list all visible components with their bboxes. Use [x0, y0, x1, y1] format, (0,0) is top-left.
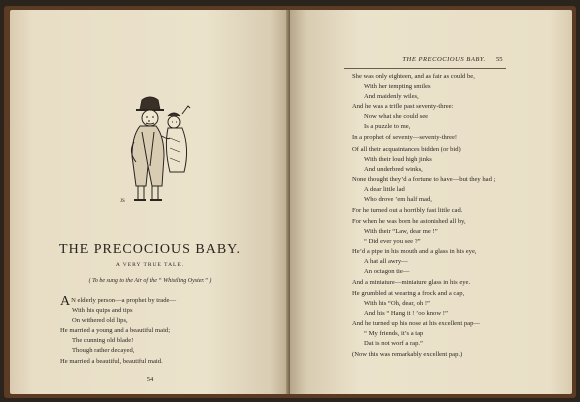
verse-line: With their loud high jinks [364, 156, 432, 164]
opening-stanza [60, 296, 176, 367]
verse-line: The cunning old blade! [72, 337, 134, 345]
poem-subtitle: A VERY TRUE TALE. [115, 262, 185, 268]
verse-line: “ Did ever you see ?” [364, 238, 421, 246]
verse-line: An octagon tie— [364, 268, 410, 276]
verse-line: Though rather decayed, [72, 347, 135, 355]
verse-line: He’d a pipe in his mouth and a glass in his eye, [352, 248, 477, 256]
running-head: THE PRECOCIOUS BABY. [402, 56, 486, 63]
drop-cap: A [60, 294, 71, 309]
verse-line: On withered old lips, [72, 317, 128, 325]
verse-line: He grumbled at wearing a frock and a cap, [352, 290, 465, 297]
verse-line: Dat is not worf a rap.” [364, 340, 423, 348]
verse-line: She was only eighteen, and as fair as could be, [352, 73, 475, 80]
first-line: A N elderly person—a prophet by trade— [60, 294, 177, 309]
verse-line: A dear little lad [364, 186, 405, 194]
stanza [352, 72, 475, 143]
verse-line: Is a puzzle to me, [364, 123, 411, 131]
verse-line: And he was a trifle past seventy-three: [352, 103, 454, 111]
header-rule [344, 68, 506, 69]
verse-line: (Now this was remarkably excellent pap.) [352, 350, 463, 358]
svg-text:JS: JS [120, 199, 125, 204]
tune-note: ( To be sung to the Air of the “ Whistling Oyster.” ) [88, 278, 212, 284]
verse-line: “ My friends, it’s a tap [364, 330, 424, 338]
left-page [10, 10, 290, 394]
old-man-holding-baby-illustration [112, 92, 202, 212]
verse-line: For when he was born he astonished all by, [352, 218, 466, 225]
verse-line: None thought they’d a fortune to have—but they had ; [352, 176, 496, 184]
verse-line: For he turned out a horribly fast little cad. [352, 206, 463, 214]
poem-title: THE PRECOCIOUS BABY. [59, 242, 241, 257]
page-number-left: 54 [146, 376, 154, 383]
right-page [290, 10, 572, 394]
verse-line: A hat all awry— [364, 258, 408, 266]
verse-line: Of all their acquaintances bidden (or bid) [352, 146, 461, 153]
verse-line: And underbred winks, [364, 166, 423, 174]
verse-line: And a miniature—miniature glass in his eye. [352, 278, 471, 286]
verse-line: With her tempting smiles [364, 83, 431, 91]
verse-line: With his quips and tips [72, 307, 133, 315]
verse-line: Who drove ’em half mad, [364, 196, 432, 204]
verse-line: He married a beautiful, beautiful maid. [60, 357, 163, 365]
stanza [352, 289, 480, 360]
stanza [352, 217, 477, 288]
verse-line: Now what she could see [364, 113, 429, 121]
page-number-right: 55 [496, 56, 503, 63]
verse-line: And maidenly wiles, [364, 93, 419, 101]
verse-line: And he turned up his nose at his excellent pap— [352, 320, 480, 328]
verse-line: In a prophet of seventy—seventy-three! [352, 133, 458, 141]
stanza [352, 145, 495, 216]
verse-line: With their “Law, dear me !” [364, 228, 438, 236]
verse-line: He married a young and a beautiful maid; [60, 327, 171, 335]
verse-line: And his “ Hang it ! ’oo know !” [364, 310, 448, 318]
verse-line: With his “Oh, dear, oh !” [364, 300, 430, 308]
